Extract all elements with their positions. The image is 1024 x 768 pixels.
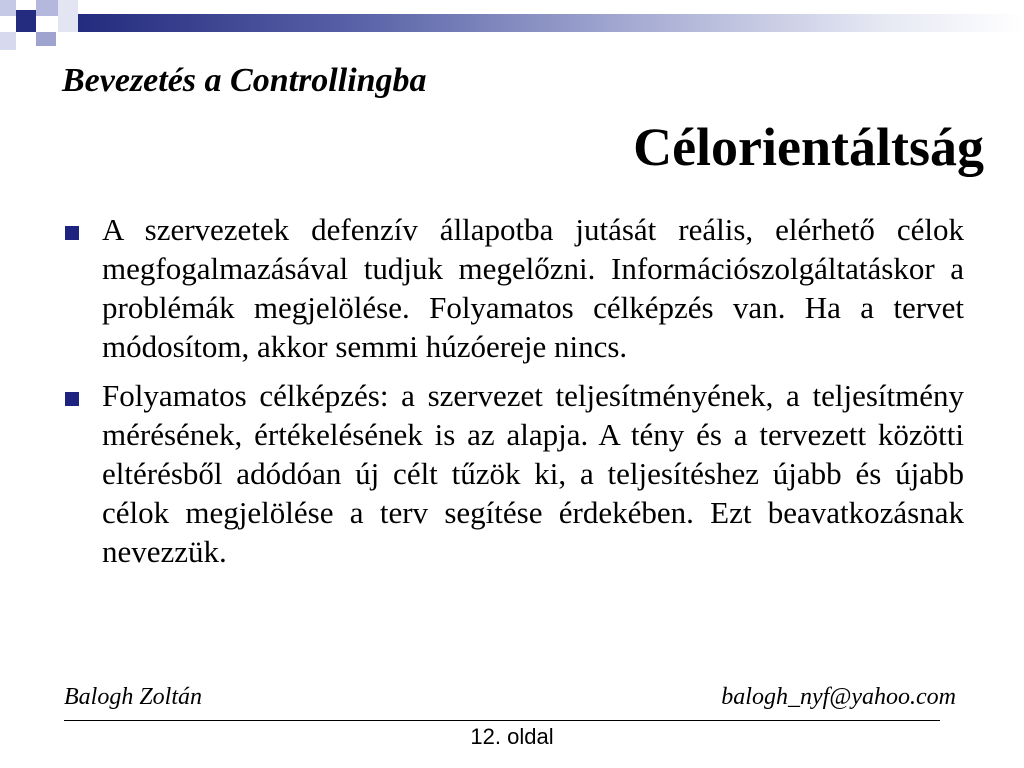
footer-author: Balogh Zoltán xyxy=(64,684,203,710)
square-bullet-icon xyxy=(65,226,79,240)
bullet-list xyxy=(62,210,964,581)
slide-title: Célorientáltság xyxy=(633,117,984,177)
deco-square xyxy=(58,0,78,32)
deco-square xyxy=(36,32,56,46)
deco-square xyxy=(16,10,36,32)
page-number: 12. oldal xyxy=(470,724,554,749)
bullet-item xyxy=(62,210,964,366)
square-bullet-icon xyxy=(65,392,79,406)
deco-square xyxy=(0,0,16,16)
footer-email: balogh_nyf@yahoo.com xyxy=(721,684,956,710)
bullet-item xyxy=(62,376,964,571)
deco-square xyxy=(0,32,16,50)
bullet-text: A szervezetek defenzív állapotba jutását reális, elérhető célok megfogalmazásával tudjuk megelőzni. Információszolgáltatáskor a problémák megjelölése. Folyamatos célképzés van. Ha a tervet módosítom, akkor semmi húzóereje nincs. xyxy=(102,212,964,364)
deco-square xyxy=(36,0,58,16)
bullet-text: Folyamatos célképzés: a szervezet teljesítményének, a teljesítmény mérésének, értékelésének is az alapja. A tény és a tervezett közötti eltérésből adódóan új célt tűzök ki, a teljesítéshez újabb és újabb célok megjelölése a terv segítése érdekében. Ezt beavatkozásnak nevezzük. xyxy=(102,378,964,569)
slide-subtitle: Bevezetés a Controllingba xyxy=(62,62,427,99)
footer-divider xyxy=(64,720,940,721)
header-gradient-bar xyxy=(78,14,1024,32)
decorative-header-squares xyxy=(0,0,1024,60)
